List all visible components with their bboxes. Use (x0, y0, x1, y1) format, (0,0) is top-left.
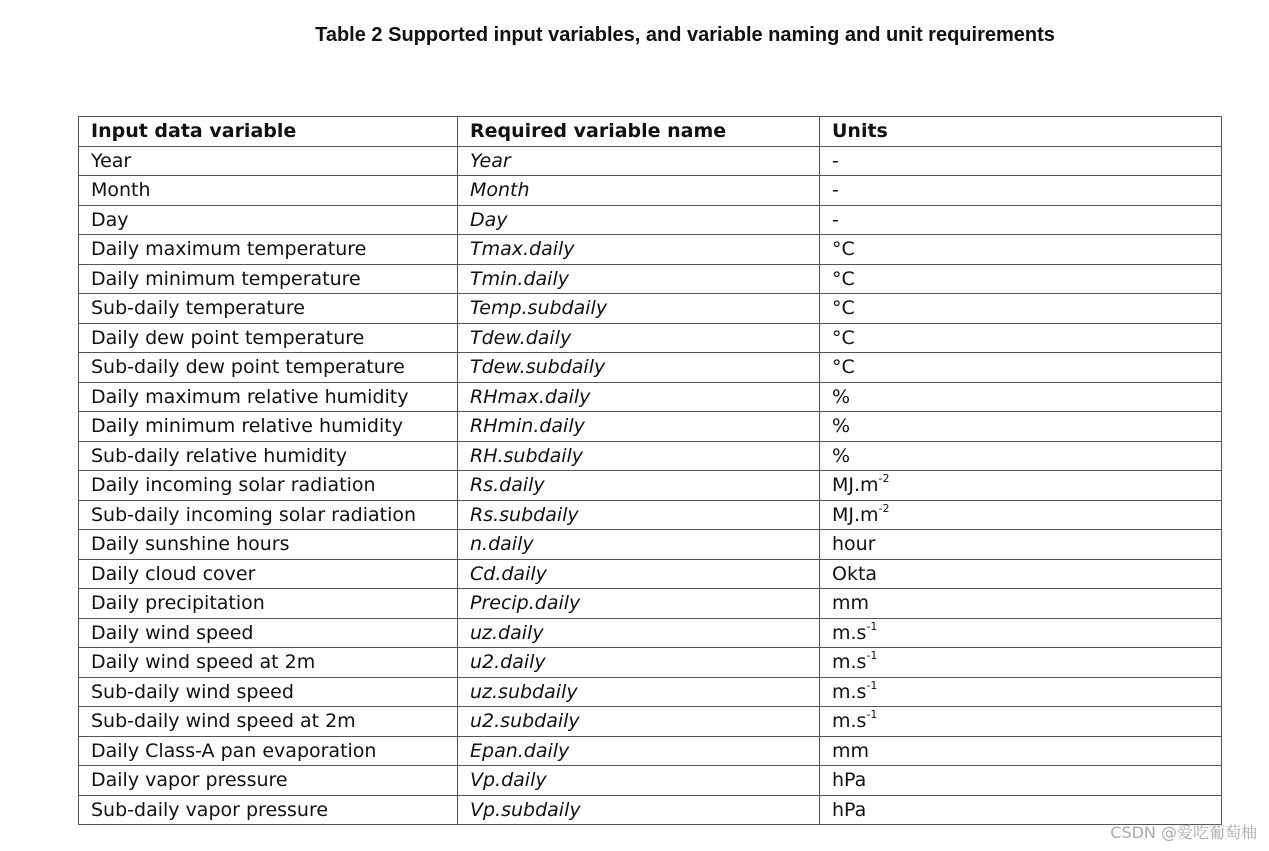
input-variable-cell: Daily minimum temperature (79, 264, 458, 294)
header-required-name: Required variable name (458, 117, 820, 147)
unit-exponent: -2 (878, 501, 890, 515)
variable-name-cell: Vp.subdaily (458, 795, 820, 825)
variable-name-cell: uz.subdaily (458, 677, 820, 707)
unit-exponent: -2 (878, 472, 890, 486)
unit-cell (820, 471, 1222, 501)
variable-name-cell: Epan.daily (458, 736, 820, 766)
input-variable-cell: Daily minimum relative humidity (79, 412, 458, 442)
unit-base: % (832, 385, 851, 408)
unit-cell (820, 559, 1222, 589)
unit-cell (820, 205, 1222, 235)
variable-name-cell: Tdew.daily (458, 323, 820, 353)
unit-cell (820, 707, 1222, 737)
unit-base: - (832, 179, 839, 202)
table-row (79, 294, 1222, 324)
unit-cell (820, 441, 1222, 471)
input-variable-cell: Daily sunshine hours (79, 530, 458, 560)
unit-base: °C (832, 326, 855, 349)
unit-cell (820, 766, 1222, 796)
input-variable-cell: Sub-daily temperature (79, 294, 458, 324)
input-variable-cell: Daily incoming solar radiation (79, 471, 458, 501)
variable-name-cell: Tmin.daily (458, 264, 820, 294)
input-variable-cell: Sub-daily wind speed (79, 677, 458, 707)
variable-name-cell: n.daily (458, 530, 820, 560)
unit-base: m.s (832, 621, 867, 644)
table-row (79, 795, 1222, 825)
input-variable-cell: Daily wind speed at 2m (79, 648, 458, 678)
variable-name-cell: uz.daily (458, 618, 820, 648)
unit-cell (820, 294, 1222, 324)
table-row (79, 707, 1222, 737)
unit-cell (820, 176, 1222, 206)
unit-cell (820, 323, 1222, 353)
input-variable-cell: Daily maximum temperature (79, 235, 458, 265)
variable-name-cell: RHmin.daily (458, 412, 820, 442)
unit-base: Okta (832, 562, 878, 585)
variable-name-cell: Tdew.subdaily (458, 353, 820, 383)
input-variable-cell: Sub-daily dew point temperature (79, 353, 458, 383)
unit-base: hPa (832, 769, 867, 792)
unit-cell (820, 618, 1222, 648)
table-row (79, 323, 1222, 353)
unit-base: m.s (832, 680, 867, 703)
table-row (79, 353, 1222, 383)
input-variable-cell: Daily dew point temperature (79, 323, 458, 353)
unit-base: °C (832, 356, 855, 379)
input-variable-cell: Month (79, 176, 458, 206)
unit-cell (820, 677, 1222, 707)
unit-cell (820, 146, 1222, 176)
unit-cell (820, 530, 1222, 560)
unit-base: °C (832, 267, 855, 290)
unit-exponent: -1 (866, 708, 878, 722)
input-variable-cell: Sub-daily incoming solar radiation (79, 500, 458, 530)
table-row (79, 382, 1222, 412)
table-row (79, 530, 1222, 560)
variable-name-cell: Month (458, 176, 820, 206)
unit-cell (820, 589, 1222, 619)
table-row (79, 766, 1222, 796)
variable-name-cell: Temp.subdaily (458, 294, 820, 324)
unit-base: MJ.m (832, 503, 879, 526)
variable-name-cell: Precip.daily (458, 589, 820, 619)
table-row (79, 648, 1222, 678)
unit-cell (820, 353, 1222, 383)
unit-base: m.s (832, 710, 867, 733)
table-row (79, 559, 1222, 589)
header-row (79, 117, 1222, 147)
table-title: Table 2 Supported input variables, and variable naming and unit requirements (315, 24, 1055, 46)
variable-name-cell: Rs.daily (458, 471, 820, 501)
variable-name-cell: Day (458, 205, 820, 235)
unit-exponent: -1 (866, 678, 878, 692)
variable-name-cell: Tmax.daily (458, 235, 820, 265)
table-row (79, 412, 1222, 442)
input-variable-cell: Day (79, 205, 458, 235)
unit-cell (820, 382, 1222, 412)
variable-name-cell: Rs.subdaily (458, 500, 820, 530)
unit-base: - (832, 149, 839, 172)
table-row (79, 589, 1222, 619)
variable-name-cell: u2.daily (458, 648, 820, 678)
unit-cell (820, 736, 1222, 766)
header-units: Units (820, 117, 1222, 147)
unit-base: - (832, 208, 839, 231)
unit-cell (820, 648, 1222, 678)
input-variable-cell: Sub-daily vapor pressure (79, 795, 458, 825)
unit-exponent: -1 (866, 649, 878, 663)
input-variable-cell: Daily wind speed (79, 618, 458, 648)
csdn-watermark: CSDN @爱吃葡萄柚 (1110, 823, 1257, 842)
table-row (79, 677, 1222, 707)
variable-name-cell: RHmax.daily (458, 382, 820, 412)
unit-base: m.s (832, 651, 867, 674)
table-row (79, 205, 1222, 235)
unit-cell (820, 235, 1222, 265)
table-row (79, 146, 1222, 176)
unit-base: °C (832, 297, 855, 320)
input-variable-cell: Daily precipitation (79, 589, 458, 619)
unit-base: hour (832, 533, 876, 556)
table-row (79, 471, 1222, 501)
unit-cell (820, 412, 1222, 442)
input-variable-cell: Daily vapor pressure (79, 766, 458, 796)
table-row (79, 618, 1222, 648)
unit-base: % (832, 444, 851, 467)
unit-cell (820, 500, 1222, 530)
table-row (79, 441, 1222, 471)
input-variable-cell: Sub-daily wind speed at 2m (79, 707, 458, 737)
header-input-variable: Input data variable (79, 117, 458, 147)
variable-name-cell: Year (458, 146, 820, 176)
variable-name-cell: Cd.daily (458, 559, 820, 589)
input-variable-cell: Daily Class-A pan evaporation (79, 736, 458, 766)
variable-name-cell: RH.subdaily (458, 441, 820, 471)
variables-table (78, 116, 1222, 825)
variable-name-cell: Vp.daily (458, 766, 820, 796)
table-row (79, 500, 1222, 530)
unit-base: mm (832, 592, 870, 615)
table-row (79, 176, 1222, 206)
unit-base: °C (832, 238, 855, 261)
unit-base: MJ.m (832, 474, 879, 497)
table-row (79, 736, 1222, 766)
input-variable-cell: Year (79, 146, 458, 176)
variable-name-cell: u2.subdaily (458, 707, 820, 737)
input-variable-cell: Daily maximum relative humidity (79, 382, 458, 412)
input-variable-cell: Sub-daily relative humidity (79, 441, 458, 471)
table-row (79, 264, 1222, 294)
unit-exponent: -1 (866, 619, 878, 633)
unit-base: mm (832, 739, 870, 762)
unit-base: hPa (832, 798, 867, 821)
unit-cell (820, 264, 1222, 294)
table-row (79, 235, 1222, 265)
unit-base: % (832, 415, 851, 438)
input-variable-cell: Daily cloud cover (79, 559, 458, 589)
